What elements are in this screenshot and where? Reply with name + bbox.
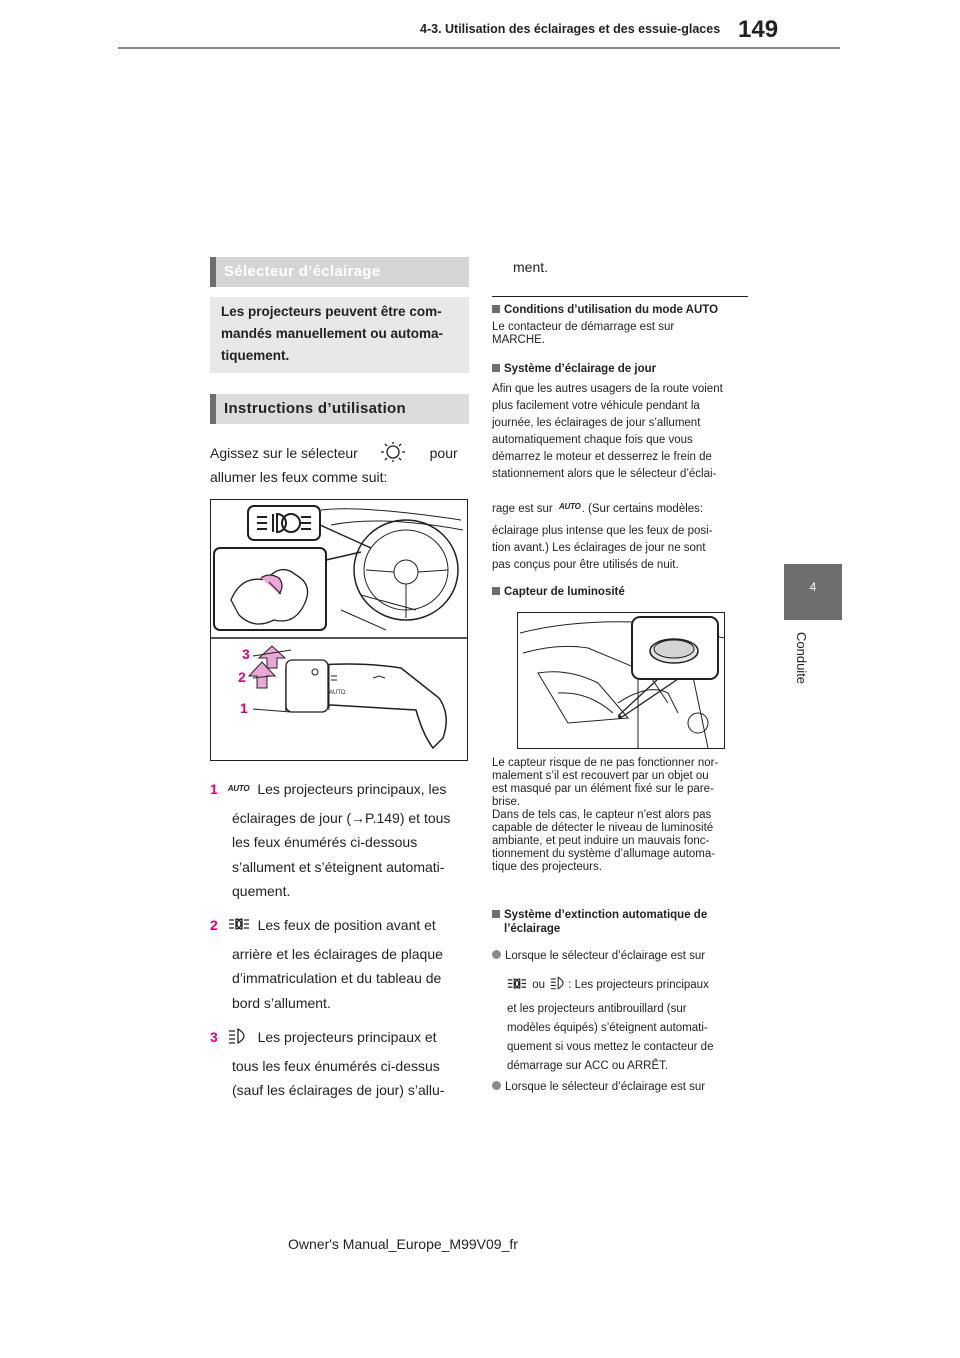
item-text: (sauf les éclairages de jour) s’allu-: [232, 1082, 445, 1098]
subsection-title: Instructions d’utilisation: [224, 400, 406, 417]
bullet-item: [492, 1079, 705, 1096]
bullet-text: Lorsque le sélecteur d’éclairage est sur: [505, 1081, 706, 1093]
figure-auto-text: AUTO: [329, 690, 346, 696]
list-item-3: [210, 1026, 437, 1048]
bullet-line: modèles équipés) s’éteignent automati-: [507, 1022, 708, 1034]
intro-line: Les projecteurs peuvent être com-: [221, 304, 442, 319]
note-text: [492, 381, 723, 483]
continuation-text: ment.: [513, 259, 549, 275]
bullet-text: : Les projecteurs principaux: [568, 979, 709, 991]
bullet-line: et les projecteurs antibrouillard (sur: [507, 1003, 687, 1015]
bullet-text: [507, 1000, 713, 1076]
column-divider: [492, 296, 748, 297]
note-line: malement s’il est recouvert par un objet ou: [492, 770, 709, 782]
light-switch-figure: [210, 499, 468, 761]
item-text: éclairages de jour (→P.149) et tous: [232, 810, 451, 826]
item-text: Les projecteurs principaux et: [257, 1029, 437, 1045]
light-sensor-figure: [517, 612, 725, 749]
note-line: tion avant.) Les éclairages de jour ne sont: [492, 542, 706, 554]
note-heading: [492, 585, 625, 599]
round-bullet-icon: [492, 1081, 501, 1090]
item-number: 1: [210, 781, 218, 797]
square-bullet-icon: [492, 587, 500, 595]
page-footer: Owner's Manual_Europe_M99V09_fr: [288, 1236, 518, 1252]
instruction-text: pour: [429, 445, 458, 461]
subsection-title-bar: [210, 394, 216, 424]
intro-line: mandés manuellement ou automa-: [221, 326, 444, 341]
instruction-line: allumer les feux comme suit:: [210, 469, 388, 485]
header-divider: [118, 47, 840, 49]
note-line: journée, les éclairages de jour s’allument: [492, 417, 701, 429]
headlight-icon: [228, 1028, 250, 1044]
note-line: est masqué par un élément fixé sur le pare-: [492, 783, 714, 795]
item-number: 3: [210, 1029, 218, 1045]
round-bullet-icon: [492, 950, 501, 959]
bullet-item: [492, 948, 705, 965]
intro-line: tiquement.: [221, 348, 290, 363]
chapter-tab-number: 4: [809, 580, 817, 594]
list-item-1: [210, 778, 446, 800]
item-text: Les feux de position avant et: [257, 917, 436, 933]
subsection-title-box: [210, 394, 469, 424]
position-lights-icon: [507, 977, 527, 990]
instruction-line: [210, 441, 458, 464]
section-title-box: [210, 257, 469, 287]
item-text: tous les feux énumérés ci-dessus: [232, 1058, 440, 1074]
light-switch-icon: [376, 441, 410, 463]
square-bullet-icon: [492, 910, 500, 918]
auto-icon: AUTO: [227, 784, 250, 793]
note-text-part: rage est sur: [492, 503, 553, 515]
item-text: arrière et les éclairages de plaque: [232, 946, 443, 962]
note-text: [492, 757, 718, 874]
note-line: automatiquement chaque fois que vous: [492, 434, 693, 446]
note-heading-text: Système d’extinction automatique de: [504, 909, 708, 921]
item-text: les feux énumérés ci-dessous: [232, 834, 418, 850]
section-title-bar: [210, 257, 216, 287]
note-line: Le contacteur de démarrage est sur: [492, 321, 675, 333]
instruction-text: Agissez sur le sélecteur: [210, 445, 358, 461]
note-heading: [492, 908, 707, 936]
note-text: [492, 321, 674, 347]
note-line: démarrez le moteur et desserrez le frein de: [492, 451, 712, 463]
section-title: Sélecteur d’éclairage: [224, 263, 381, 280]
note-heading: [492, 362, 656, 376]
note-line: MARCHE.: [492, 334, 546, 346]
bullet-line: quement si vous mettez le contacteur de: [507, 1041, 714, 1053]
bullet-line: [507, 976, 709, 994]
note-line: éclairage plus intense que les feux de posi-: [492, 525, 713, 537]
item-text: Les projecteurs principaux, les: [257, 781, 447, 797]
note-line: stationnement alors que le sélecteur d’éclai-: [492, 468, 717, 480]
bullet-text: ou: [532, 979, 545, 991]
note-line: tionnement du système d’allumage automa-: [492, 848, 716, 860]
note-heading-text: l’éclairage: [504, 923, 561, 935]
note-line: brise.: [492, 796, 521, 808]
item-number: 2: [210, 917, 218, 933]
bullet-line: démarrage sur ACC ou ARRÊT.: [507, 1060, 669, 1072]
figure-label-2: 2: [238, 669, 246, 685]
note-line: pas conçus pour être utilisés de nuit.: [492, 559, 679, 571]
page-number: 149: [738, 16, 779, 43]
item-text: d’immatriculation et du tableau de: [232, 970, 442, 986]
note-heading: [492, 303, 718, 317]
note-line: Dans de tels cas, le capteur n’est alors pas: [492, 809, 712, 821]
note-line: [492, 498, 703, 518]
square-bullet-icon: [492, 305, 500, 313]
chapter-tab-label: Conduite: [794, 632, 809, 685]
intro-text: [221, 301, 465, 367]
headlight-icon: [550, 976, 568, 990]
item-text: quement.: [232, 883, 291, 899]
figure-illustration: [211, 500, 467, 760]
note-heading-text: Conditions d’utilisation du mode AUTO: [504, 304, 719, 316]
note-text-part: . (Sur certains modèles:: [581, 503, 704, 515]
note-line: capable de détecter le niveau de luminosité: [492, 822, 714, 834]
note-line: Afin que les autres usagers de la route voient: [492, 383, 723, 395]
section-heading: 4-3. Utilisation des éclairages et des essuie-glaces: [420, 22, 721, 36]
note-heading-text: Système d’éclairage de jour: [504, 363, 657, 375]
item-text: bord s’allument.: [232, 995, 331, 1011]
item-text: s’allument et s’éteignent automati-: [232, 859, 445, 875]
note-heading-text: Capteur de luminosité: [504, 586, 625, 598]
figure-label-1: 1: [240, 700, 248, 716]
note-line: tique des projecteurs.: [492, 861, 602, 873]
auto-icon: AUTO: [558, 502, 581, 511]
list-item-2: [210, 914, 436, 936]
note-text: [492, 523, 713, 574]
note-line: ambiante, et peut induire un mauvais fonc-: [492, 835, 710, 847]
note-line: Le capteur risque de ne pas fonctionner nor-: [492, 757, 719, 769]
bullet-text: Lorsque le sélecteur d’éclairage est sur: [505, 950, 706, 962]
light-sensor-illustration: [518, 613, 724, 748]
figure-label-3: 3: [242, 646, 250, 662]
position-lights-icon: [228, 917, 250, 931]
square-bullet-icon: [492, 364, 500, 372]
note-line: plus facilement votre véhicule pendant la: [492, 400, 700, 412]
